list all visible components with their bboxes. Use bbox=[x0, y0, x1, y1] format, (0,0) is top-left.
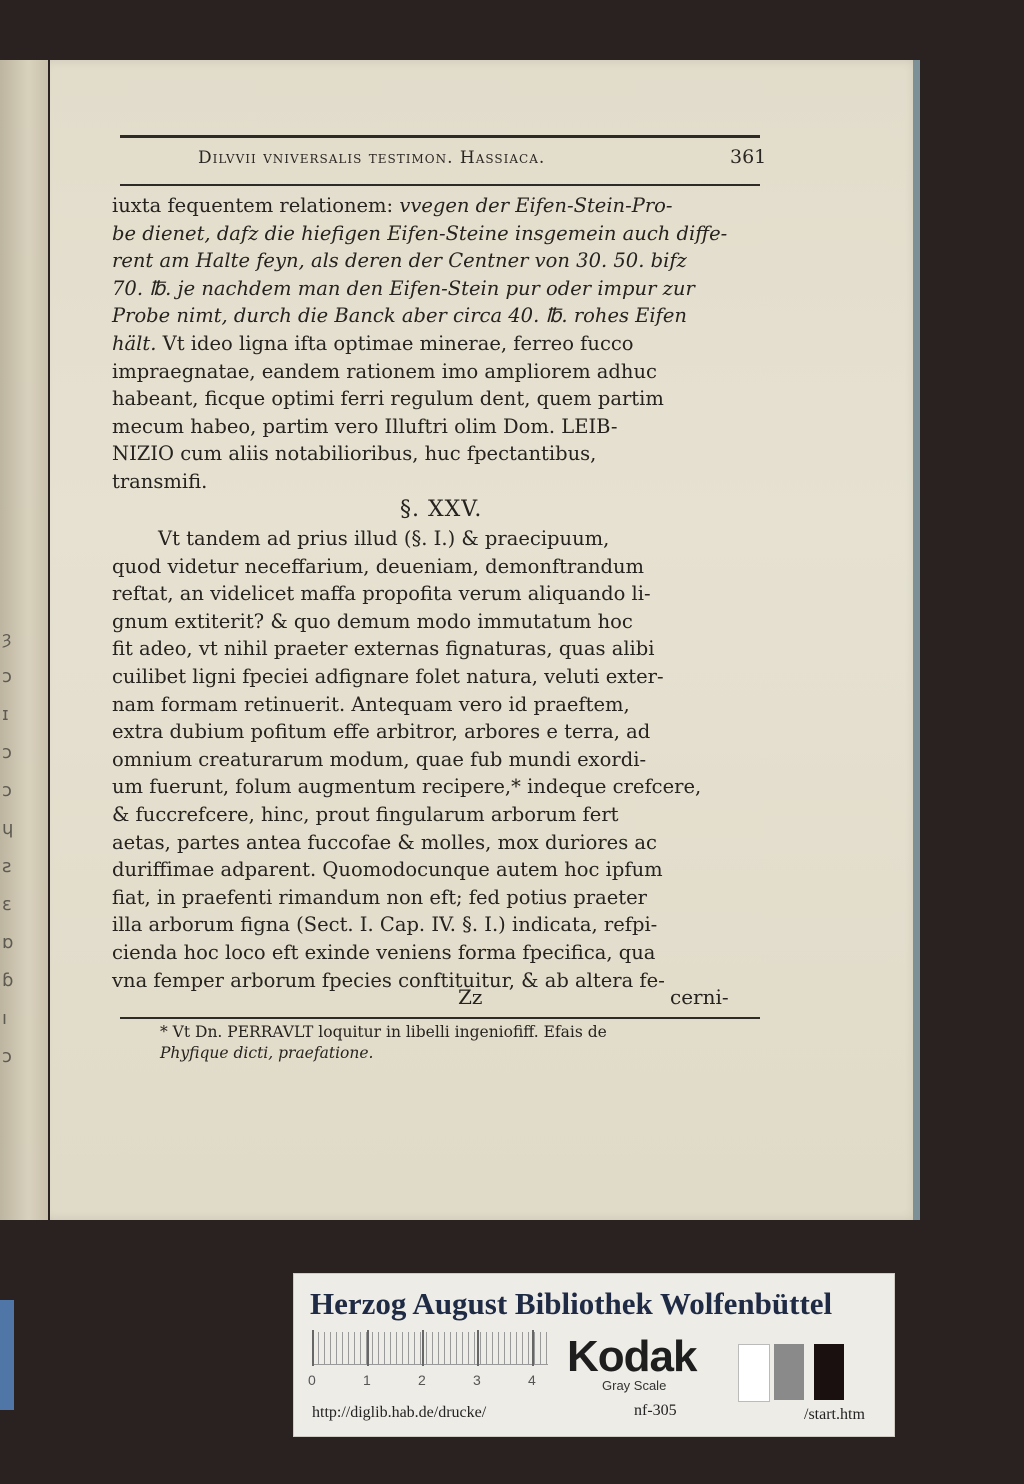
text-line: nam formam retinuerit. Antequam vero id praeftem, bbox=[112, 692, 630, 716]
text-line: hält. Vt ideo ligna ifta optimae minerae, ferreo fucco bbox=[112, 331, 634, 355]
ruler-number: 0 bbox=[308, 1372, 316, 1388]
ruler-number: 1 bbox=[363, 1372, 371, 1388]
paragraph-2 bbox=[112, 525, 764, 994]
start-path: /start.htm bbox=[804, 1406, 865, 1423]
footnote-rule bbox=[120, 1017, 760, 1019]
text-line: illa arborum figna (Sect. I. Cap. IV. §. I.) indicata, refpi- bbox=[112, 913, 658, 937]
text-line: transmifi. bbox=[112, 469, 208, 493]
text-line: rent am Halte feyn, als deren der Centner von 30. 50. bifz bbox=[112, 249, 687, 273]
text-line: vna femper arborum fpecies conftituitur, & ab altera fe- bbox=[112, 968, 665, 992]
adjacent-page-edge-marks: ȝ ɔ ɪ ɔ ɔ ɥ ƨ ɛ ɒ ɓ ı ɔ bbox=[2, 628, 14, 1067]
swatch-gray bbox=[774, 1344, 804, 1400]
gray-scale-label: Gray Scale bbox=[602, 1378, 667, 1393]
signature-mark: Zz bbox=[458, 985, 483, 1009]
text-line: fit adeo, vt nihil praeter externas fignaturas, quas alibi bbox=[112, 637, 655, 661]
text-line: omnium creaturarum modum, quae fub mundi exordi- bbox=[112, 747, 647, 771]
text-line: duriffimae adparent. Quomodocunque autem hoc ipfum bbox=[112, 858, 663, 882]
text-line: mecum habeo, partim vero Illuftri olim Dom. LEIB- bbox=[112, 414, 618, 438]
text-line: be dienet, dafz die hiefigen Eifen-Steine insgemein auch diffe- bbox=[112, 221, 728, 245]
kodak-logo: Kodak bbox=[567, 1332, 697, 1381]
text-line: & fuccrefcere, hinc, prout fingularum arborum fert bbox=[112, 802, 619, 826]
shelfmark: nf-305 bbox=[634, 1402, 677, 1419]
text-line: extra dubium pofitum effe arbitror, arbores e terra, ad bbox=[112, 720, 651, 744]
text-line: habeant, ficque optimi ferri regulum dent, quem partim bbox=[112, 387, 664, 411]
header-rule bbox=[120, 135, 760, 138]
text-line: aetas, partes antea fuccofae & molles, mox duriores ac bbox=[112, 830, 657, 854]
library-title: Herzog August Bibliothek Wolfenbüttel bbox=[310, 1286, 833, 1321]
catchword: cerni- bbox=[670, 985, 729, 1009]
ruler-number: 3 bbox=[473, 1372, 481, 1388]
ruler-major-ticks bbox=[312, 1330, 548, 1366]
text-line: quod videtur neceffarium, deueniam, demonftrandum bbox=[112, 554, 645, 578]
text-line: cienda hoc loco eft exinde veniens forma fpecifica, qua bbox=[112, 940, 656, 964]
text-line: reftat, an videlicet maffa propofita verum aliquando li- bbox=[112, 582, 651, 606]
text-line: NIZIO cum aliis notabilioribus, huc fpectantibus, bbox=[112, 442, 597, 466]
footnote-line: * Vt Dn. PERRAVLT loquitur in libelli ingeniofiff. Efais de bbox=[160, 1023, 607, 1041]
footnote bbox=[160, 1022, 760, 1064]
page-number: 361 bbox=[730, 146, 767, 168]
spine-color-tab bbox=[0, 1300, 14, 1410]
library-url: http://diglib.hab.de/drucke/ bbox=[312, 1404, 487, 1421]
running-head: Dilvvii vniversalis testimon. Hassiaca. bbox=[198, 148, 546, 168]
text-line: Probe nimt, durch die Banck aber circa 40. ℔. rohes Eifen bbox=[112, 304, 687, 328]
library-color-card bbox=[293, 1273, 895, 1437]
ruler-number: 4 bbox=[528, 1372, 536, 1388]
text-line: um fuerunt, folum augmentum recipere,* indeque crefcere, bbox=[112, 775, 702, 799]
text-line: fiat, in praefenti rimandum non eft; fed potius praeter bbox=[112, 885, 647, 909]
page-edge bbox=[913, 60, 920, 1220]
text-line: 70. ℔. je nachdem man den Eifen-Stein pur oder impur zur bbox=[112, 276, 695, 300]
paragraph-1 bbox=[112, 192, 764, 496]
book-page bbox=[50, 60, 920, 1220]
swatch-white bbox=[738, 1344, 770, 1402]
ruler-number: 2 bbox=[418, 1372, 426, 1388]
text-line: gnum extiterit? & quo demum modo immutatum hoc bbox=[112, 609, 633, 633]
text-line: impraegnatae, eandem rationem imo ampliorem adhuc bbox=[112, 359, 657, 383]
text-line: iuxta fequentem relationem: vvegen der Eifen-Stein-Pro- bbox=[112, 194, 673, 217]
text-line: cuilibet ligni fpeciei adfignare folet natura, veluti exter- bbox=[112, 664, 664, 688]
footnote-line: Phyfique dicti, praefatione. bbox=[160, 1044, 374, 1062]
swatch-black bbox=[814, 1344, 844, 1400]
header-rule-lower bbox=[120, 184, 760, 186]
section-heading: §. XXV. bbox=[400, 497, 483, 522]
text-line: Vt tandem ad prius illud (§. I.) & praecipuum, bbox=[158, 527, 610, 550]
book-spine bbox=[0, 60, 48, 1220]
